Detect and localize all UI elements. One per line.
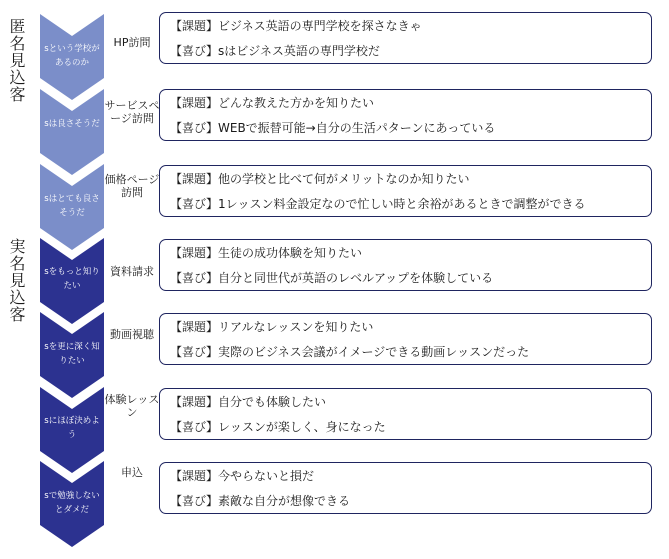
- anonymous-prospect-label: 匿名見込客: [7, 18, 26, 103]
- issue-text: 【課題】どんな教えた方かを知りたい: [170, 96, 375, 110]
- joy-text: 【喜び】自分と同世代が英語のレベルアップを体験している: [170, 271, 494, 285]
- joy-text: 【喜び】素敵な自分が想像できる: [170, 494, 351, 508]
- issue-text: 【課題】今やらないと損だ: [170, 469, 315, 483]
- chevron-text: sは良さそうだ: [44, 119, 100, 129]
- joy-text: 【喜び】WEBで振替可能→自分の生活パターンにあっている: [170, 121, 496, 135]
- step-label: 申込: [121, 466, 143, 479]
- joy-text: 【喜び】レッスンが楽しく、身になった: [170, 420, 386, 434]
- stage-box: [159, 165, 652, 217]
- stage-box: [159, 462, 652, 514]
- stage-box: [159, 239, 652, 291]
- chevron-text: sをもっと知りたい: [44, 267, 100, 291]
- issue-text: 【課題】ビジネス英語の専門学校を探さなきゃ: [170, 19, 422, 33]
- issue-text: 【課題】他の学校と比べて何がメリットなのか知りたい: [170, 172, 470, 186]
- chevron-text: sで勉強しないとダメだ: [44, 491, 100, 515]
- stage-box: [159, 388, 652, 440]
- step-label: HP訪問: [113, 36, 151, 49]
- chevron-stage-2: [40, 89, 104, 175]
- chevron-text: sを更に深く知りたい: [44, 342, 100, 366]
- issue-text: 【課題】リアルなレッスンを知りたい: [170, 320, 374, 334]
- named-prospect-label: 実名見込客: [7, 238, 26, 323]
- joy-text: 【喜び】実際のビジネス会議がイメージできる動画レッスンだった: [170, 345, 530, 359]
- chevron-text: sはとても良さそうだ: [44, 194, 100, 218]
- step-label: 資料請求: [110, 265, 154, 278]
- step-label: 動画視聴: [110, 328, 154, 341]
- chevron-text: sという学校があるのか: [44, 44, 100, 68]
- stage-box: [159, 12, 652, 64]
- stage-box: [159, 313, 652, 365]
- issue-text: 【課題】生徒の成功体験を知りたい: [170, 246, 363, 260]
- step-label: 価格ページ訪問: [104, 173, 160, 199]
- joy-text: 【喜び】sはビジネス英語の専門学校だ: [170, 44, 380, 58]
- chevron-text: sにほぼ決めよう: [44, 416, 100, 440]
- step-label: 体験レッスン: [104, 393, 160, 419]
- stage-box: [159, 89, 652, 141]
- joy-text: 【喜び】1レッスン料金設定なので忙しい時と余裕があるときで調整ができる: [170, 197, 586, 211]
- issue-text: 【課題】自分でも体験したい: [170, 395, 327, 409]
- step-label: サービスページ訪問: [104, 99, 160, 125]
